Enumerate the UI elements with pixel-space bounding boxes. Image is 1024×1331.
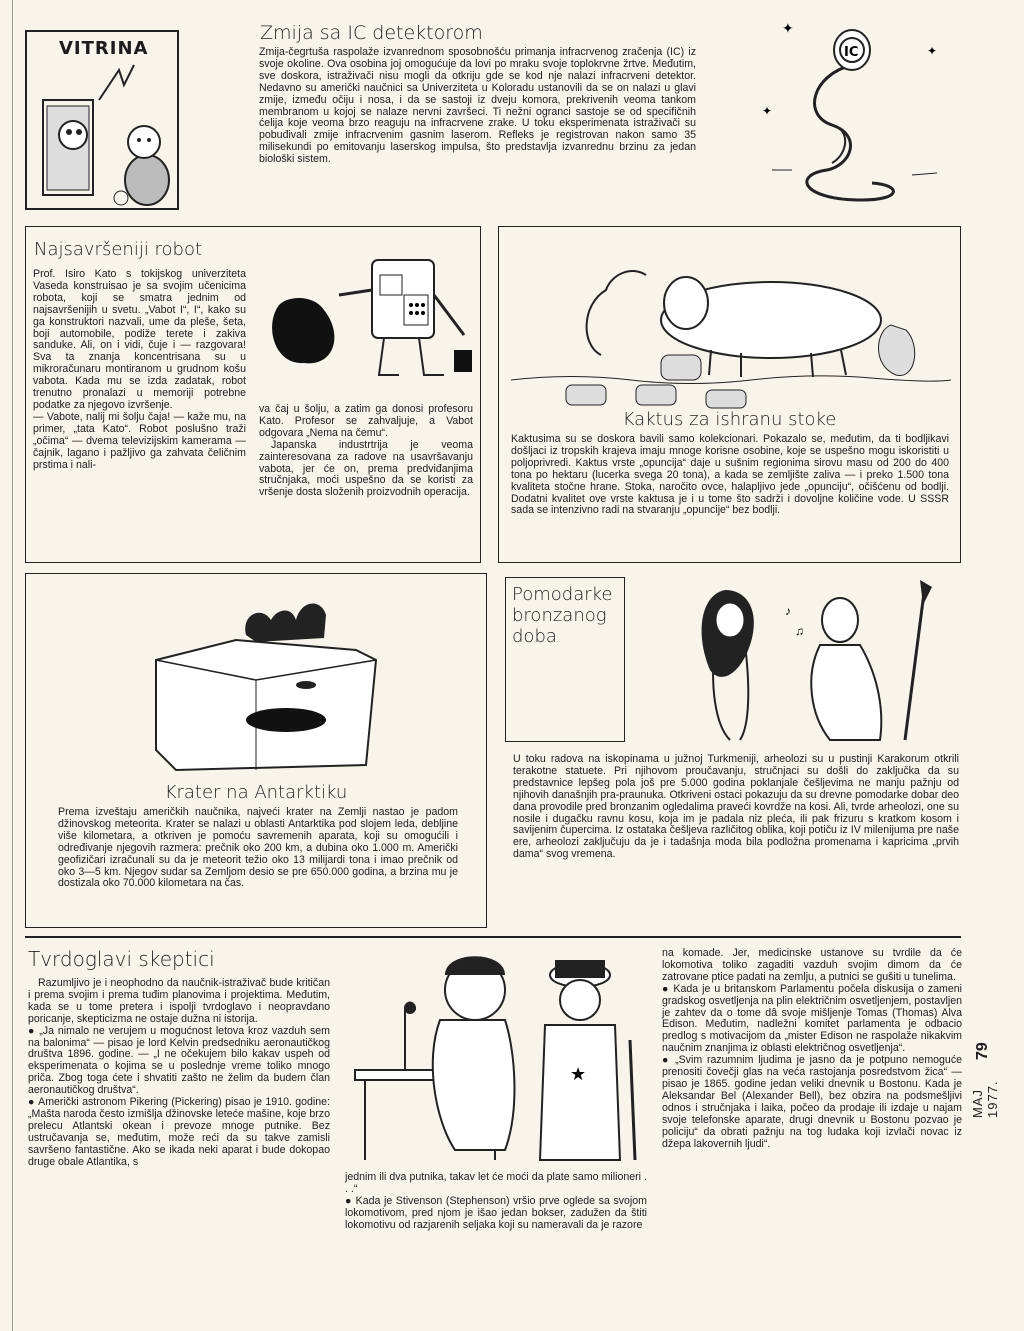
snake-article-text: Zmija-čegrtuša raspolaže izvanrednom sposobnošću primanja infracrvenog zračenja (IC) iz svoje okoline. Ova osobina joj omogućuje da lovi po mraku svoje toplokrvne žrtve. Međutim, sve doskora, istraživači nisu mogli da otkriju gde se kod nje nalazi infracrveni detektor. Nedavno su američki naučnici sa Univerziteta u Koloradu ustanovili da se on nalazi u glavi zmije, između očiju i nosa, i da se sastoji iz dveju komora, prekrivenih veoma tankom membranom u kojoj se nalaze nervni završeci. Ti nežni ogranci sastoje se od specifičnih ćelija koje veoma brzo reaguju na infracrvene zrake. U toku eksperimenata istraživači su pobuđivali zmije infracrvenim gasnim laserom. Refleks je registrovan nakon samo 35 milisekundi po emitovanju laserskog impulsa, što predstavlja izvanrednu brzinu za jedan biološki sistem. xyxy=(259,46,696,166)
cactus-article-title: Kaktus za ishranu stoke xyxy=(622,409,837,430)
sheriff-star-icon: ★ xyxy=(570,1064,587,1084)
music-note-icon: ♫ xyxy=(795,624,804,638)
skeptics-col2 xyxy=(345,1172,647,1232)
vitrina-logo-box xyxy=(25,30,179,210)
robot-col2-paragraph: va čaj u šolju, a zatim ga donosi profesoru Kato. Profesor se zahvaljuje, a Vabot odgovara „Nema na čemu“. xyxy=(259,403,473,439)
skeptics-stephenson: ● Kada je Stivenson (Stephenson) vršio prve oglede sa svojom lokomotivom, pred njom je išao jedan bokser, zadužen da štiti lokomotivu od razjarenih seljaka koji su nameravali da je razore xyxy=(345,1196,647,1232)
skeptics-edison: ● Kada je u britanskom Parlamentu počela diskusija o zameni gradskog osvetljenja na plin električnim osvetljenjem, postavljen je zahtev da o tome dâ svoje mišljenje Tomas (Thomas) Alva Edison. Međutim, nadležni komitet parlamenta je odbacio predlog s motivacijom da „mister Edison ne raspolaže nikakvim naučnim znanjima iz oblasti električnog osvetljenja“. xyxy=(662,984,962,1055)
skeptics-millionaires: jednim ili dva putnika, takav let će moći da plate samo milioneri . . .“ xyxy=(345,1171,647,1195)
skeptics-kelvin-quote: ● „Ja nimalo ne verujem u mogućnost letova kroz vazduh sem na balonima“ — pisao je lord Kelvin predsedniku aeronautičkog društva 1896. godine. — „I ne očekujem bilo kakav uspeh od eksperimenata o kojima se u poslednje vreme toliko mnogo priča. Zbog toga ćete i shvatiti zašto ne želim da budem član aeronautičkog društva“. xyxy=(28,1026,330,1097)
snake-article-title: Zmija sa IC detektorom xyxy=(260,22,483,44)
star-icon: ✦ xyxy=(762,104,773,118)
section-divider xyxy=(25,936,961,938)
vitrina-cartoon-illustration xyxy=(29,60,179,210)
vitrina-label: VITRINA xyxy=(59,38,149,59)
page-edge-line xyxy=(12,0,13,1331)
sheep-cactus-illustration xyxy=(511,235,951,415)
crater-article-title: Krater na Antarktiku xyxy=(164,782,348,803)
robot-col1-paragraph: Prof. Isiro Kato s tokijskog univerziteta Vaseda konstruisao je sa svojim učenicima robota, koji se smatra jednim od najsavršenijih u svetu. „Vabot I“, I“, kako su ga konstruktori nazvali, ume da pleše, šeta, boji automobile, podiže terete i zakiva sanduke. Ali, on i vidi, čuje i — razgovara! Sva ta znanja koncentrisana su u mikroračunaru montiranom u grudnom košu vabota. Kada mu se izda zadatak, robot trenutno pronalazi u memoriji potrebne podatke za njegovo izvršenje. xyxy=(33,268,246,411)
robot-article-title: Najsavršeniji robot xyxy=(34,239,203,260)
robot-painting-illustration xyxy=(254,235,479,385)
skeptics-locomotive: na komade. Jer, medicinske ustanove su tvrdile da će lokomotiva toliko zagaditi vazduh svojim dimom da će zatrovane ptice padati na zemlju, a putnici se gušiti u tunelima. xyxy=(662,947,962,983)
ic-badge-text: IC xyxy=(844,45,859,60)
issue-date: MAJ 1977. xyxy=(970,1080,1000,1118)
skeptics-illustration xyxy=(345,940,655,1170)
star-icon: ✦ xyxy=(927,44,938,58)
skeptics-col1 xyxy=(28,978,330,1169)
robot-col2-industry: Japanska industrtrija je veoma zainteresovana za radove na usavršavanju vabota, jer će on, prema predviđanjima stručnjaka, moći uspešno da se koristi za vršenje dosta složenih proizvodnih operacija. xyxy=(259,438,473,499)
page-number: 79 xyxy=(974,1042,991,1060)
bronze-article-title xyxy=(512,584,613,647)
music-note-icon: ♪ xyxy=(785,604,791,618)
skeptics-col3 xyxy=(662,948,962,1150)
cactus-article-box xyxy=(498,226,961,563)
star-icon: ✦ xyxy=(782,20,794,36)
bronze-title-box xyxy=(505,577,625,742)
bronze-article-text: U toku radova na iskopinama u južnoj Turkmeniji, arheolozi su u pustinji Karakorum otkrili terakotne statuete. Pri njihovom proučavanju, stručnjaci su došli do zaključka da su predstavnice lepšeg pola još pre 5.000 godina poklanjale češljevima ne manju pažnju od njihovih današnjih pra-praunuka. Otkriveni ostaci pokazuju da su drevne pomodarke dobar deo dana provodile pred bronzanim ogledalima praveći kovrdže na kosi. Ali, tvrde arheolozi, one su nosile i dugačku ravnu kosu, koja im je padala niz pleća, ili pak frizuru s kratkom kosom i savijenim čupercima. Iz ostataka češljeva različitog oblika, koji potiču iz IV milenijuma pre naše ere, arheolozi zaključuju da je i tadašnja moda bila podložna promenama i kapricima „prvih dama“ svog vremena. xyxy=(513,753,959,861)
skeptics-pickering-quote: ● Američki astronom Pikering (Pickering) pisao je 1910. godine: „Mašta naroda često izmišlja džinovske leteće mašine, koje brzo prelecu Atlantski okean i prevoze mnoge putnike. Bez ustručavanja se, međutim, može reći da su takve zamisli savršeno fantastične. Ako se ikada neki aparat i bude dokopao druge obale Atlantika, s xyxy=(28,1097,330,1168)
bronze-title-line3: doba xyxy=(512,626,557,647)
crater-article-text: Prema izveštaju američkih naučnika, najveći krater na Zemlji nastao je padom džinovskog meteorita. Krater se nalazi u oblasti Antarktika pod slojem leda, debljine više kilometara, a otkriven je pomoću savremenih aparata, koji su omogućili i određivanje njegovih razmera: prečnik oko 200 km, a dubina oko 1.000 m. Američki geofizičari izračunali su da je meteorit težio oko 13 milijardi tona i imao prečnik od oko 3—5 km. Njegov sudar sa Zemljom desio se pre 650.000 godina, a brzina mu je dostizala oko 70.000 kilometara na čas. xyxy=(58,806,458,890)
snake-illustration xyxy=(752,5,952,215)
skeptics-article-title: Tvrdoglavi skeptici xyxy=(28,947,215,971)
cactus-article-text: Kaktusima su se doskora bavili samo kolekcionari. Pokazalo se, međutim, da ti bodljikavi došljaci iz tropskih krajeva imaju mnoge korisne osobine, koje se uspešno mogu iskoristiti u poljoprivredi. Kaktus vrste „opuncija“ daje u sušnim regionima sirovu masu od 200 do 400 tona po hektaru (lucerka svega 20 tona), a kada se zemljište zaliva — i preko 1.500 tona kvaliteta stočne hrane. Stoka, naročito ovce, halapljivo jede „opunciju“, očišćenu od bodlji. Dodatni kvalitet ove vrste kaktusa je i u tome što sadrži i dovoljne količine vode. U SSSR sada se intenzivno radi na stvaranju „opuncije“ bez bodlji. xyxy=(511,433,949,517)
robot-text-col2 xyxy=(259,404,473,499)
crater-article-box xyxy=(25,573,487,928)
skeptics-bell: ● „Svim razumnim ljudima je jasno da je potpuno nemoguće prenositi čovečji glas na veća rastojanja posredstvom žica“ — pisao je 1865. godine jedan veliki dnevnik u Bostonu. Kada je Aleksandar Bel (Alexander Bell), bez obzira na podsmešljivi odnos i stručnjaka i laika, počeo da prodaje ili izdaje u najam svoje telefonske aparate, drugi dnevnik u Bostonu pozvao je policiju“ da obrati pažnju na tog ludaka koji izvlači novac iz džepa lakovernih ljudi“. xyxy=(662,1055,962,1150)
bronze-age-couple-illustration xyxy=(640,575,960,745)
bronze-title-line2: bronzanog xyxy=(512,605,607,626)
robot-col1-dialogue: — Vabote, nalij mi šolju čaja! — kaže mu, na primer, „tata Kato“. Robot poslušno traži „očima“ — dvema televizijskim kamerama — čajnik, lagano i pažljivo ga zahvata čeličnim prstima i nali- xyxy=(33,410,246,471)
bronze-title-line1: Pomodarke xyxy=(512,584,613,605)
antarctic-crater-illustration xyxy=(126,580,396,780)
robot-text-col1 xyxy=(33,269,246,471)
skeptics-intro: Razumljivo je i neophodno da naučnik-istraživač bude kritičan i prema svojim i prema tuđim planovima i projektima. Međutim, kada se u tome pretera i ispolji tvrdoglavo i neopravdano poricanje, skepticizma ne ostaje dužna ni istorija. xyxy=(28,977,330,1025)
robot-article-box xyxy=(25,226,481,563)
